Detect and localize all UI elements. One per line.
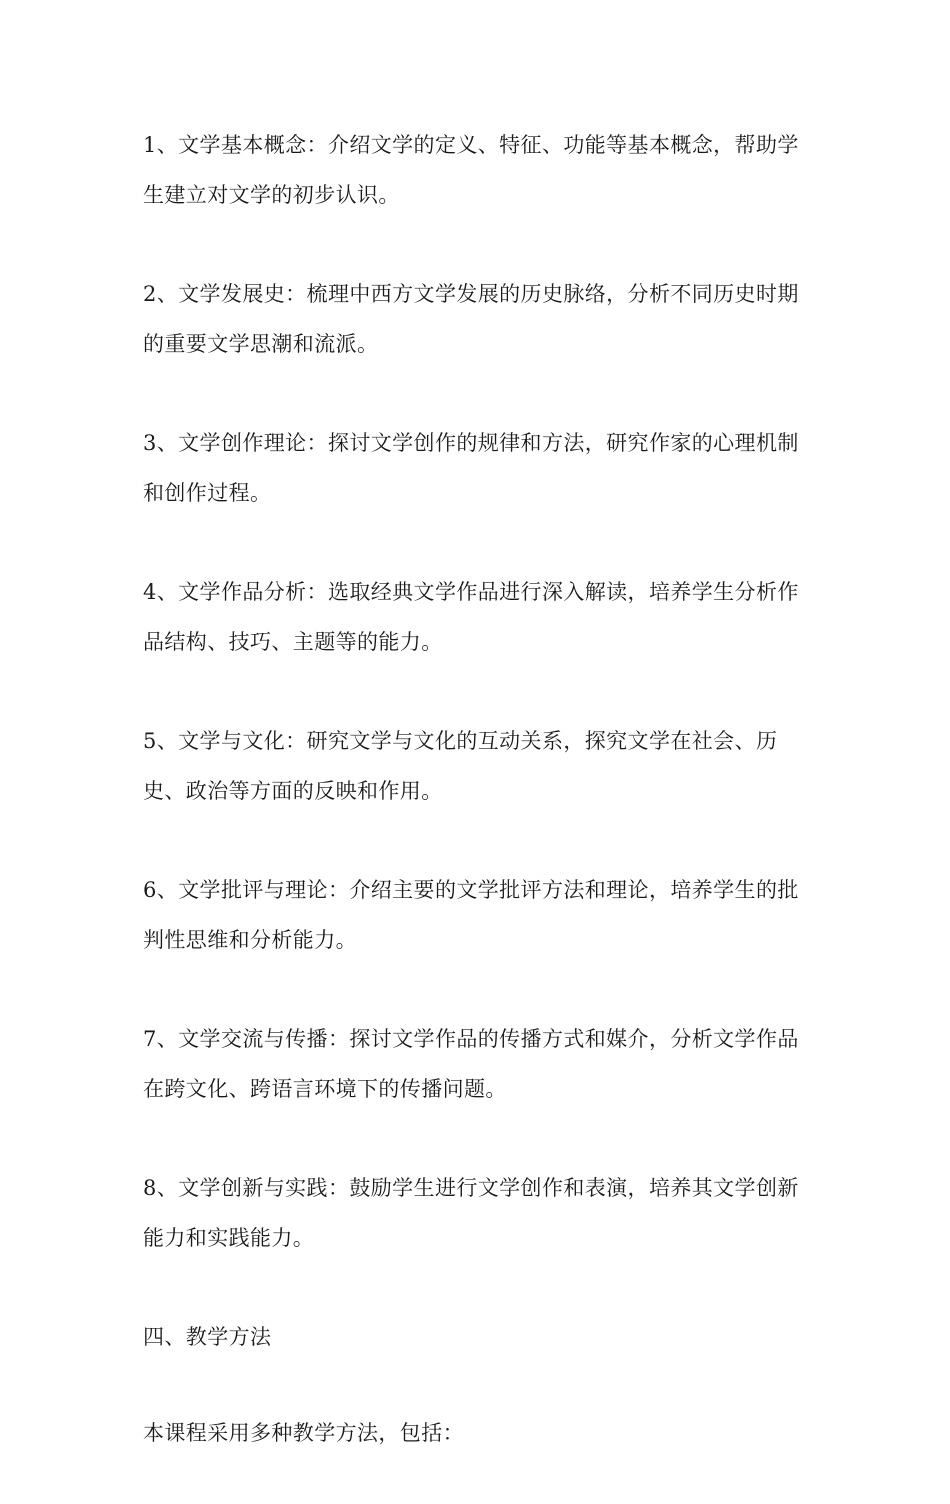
list-item-3: 3、文学创作理论：探讨文学创作的规律和方法，研究作家的心理机制和创作过程。	[143, 431, 799, 505]
list-item-6: 6、文学批评与理论：介绍主要的文学批评方法和理论，培养学生的批判性思维和分析能力。	[143, 878, 799, 952]
document-body	[143, 120, 808, 1504]
list-item-8: 8、文学创新与实践：鼓励学生进行文学创作和表演，培养其文学创新能力和实践能力。	[143, 1176, 799, 1250]
list-item-1: 1、文学基本概念：介绍文学的定义、特征、功能等基本概念，帮助学生建立对文学的初步认识。	[143, 133, 799, 207]
list-item-5: 5、文学与文化：研究文学与文化的互动关系，探究文学在社会、历史、政治等方面的反映和作用。	[143, 729, 778, 803]
list-item-7: 7、文学交流与传播：探讨文学作品的传播方式和媒介，分析文学作品在跨文化、跨语言环境下的传播问题。	[143, 1027, 799, 1101]
section-intro: 本课程采用多种教学方法，包括：	[143, 1421, 464, 1445]
section-heading: 四、教学方法	[143, 1325, 272, 1349]
list-item-4: 4、文学作品分析：选取经典文学作品进行深入解读，培养学生分析作品结构、技巧、主题等的能力。	[143, 580, 799, 654]
list-item-2: 2、文学发展史：梳理中西方文学发展的历史脉络，分析不同历史时期的重要文学思潮和流派。	[143, 282, 799, 356]
